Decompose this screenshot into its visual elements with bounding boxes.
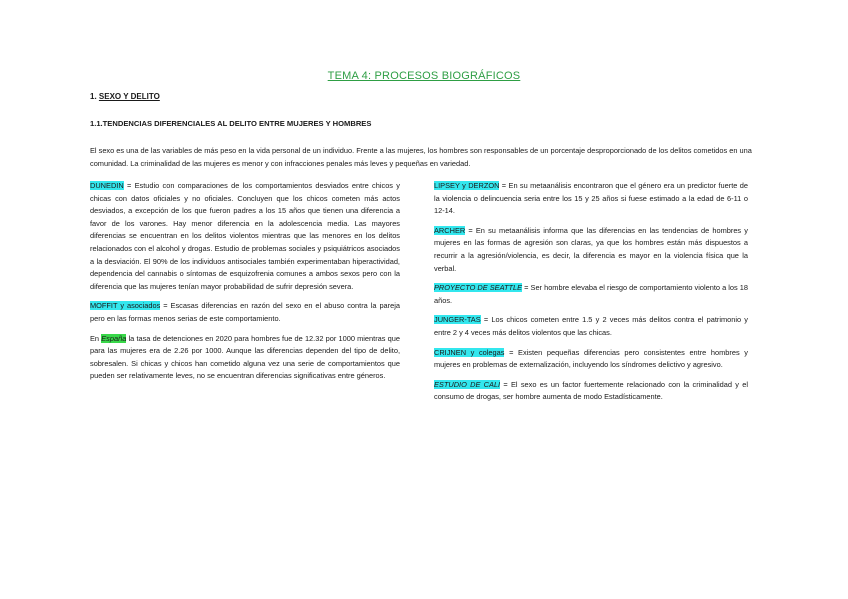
section-number: 1. <box>90 92 99 101</box>
paragraph-seattle <box>434 282 748 307</box>
highlight-moffit: MOFFIT y asociados <box>90 301 161 311</box>
paragraph-text: En <box>90 333 102 343</box>
paragraph-text: = Estudio con comparaciones de los comportamientos desviados entre chicos y chicas con datos oficiales y no oficiales. Concluyen que los chicos cometen más actos desviados, a excepción de los que fueron padres a los 15 años que tienen una diferencia a favor de los varones. Hay menor diferencia en la adolescencia media. Las mayores diferencias se encuentran en los delitos violentos mientras que las menores en los delitos relacionados con el alcohol y drogas. Estudio de problemas sociales y psiquiátricos asociados a la desviación. El 90% de los individuos antisociales también experimentaban hiperactividad, dependencia del cannabis o síntomas de esquizofrenia comunes a ambos sexos pero con la diferencia que las mujeres tenían mayor probabilidad de sufrir depresión severa. <box>90 181 400 291</box>
left-column <box>90 180 400 390</box>
paragraph-junger-tas <box>434 314 748 339</box>
paragraph-text: = En su metaanálisis encontraron que el género era un predictor fuerte de la violencia o delincuencia seria entre los 15 y 25 años si fuese estimado a la edad de 6-11 o 12-14. <box>434 181 748 216</box>
page-title: TEMA 4: PROCESOS BIOGRÁFICOS <box>327 70 521 82</box>
subsection-heading: 1.1.TENDENCIAS DIFERENCIALES AL DELITO ENTRE MUJERES Y HOMBRES <box>90 119 372 128</box>
paragraph-lipsey <box>434 180 748 218</box>
paragraph-text: = En su metaanálisis informa que las diferencias en las tendencias de hombres y mujeres en las formas de agresión son claras, ya que los hombres están más dispuestos a recurrir a la agresión/violencia, es decir, la diferencia es mayor en la violencia física que la verbal. <box>434 225 748 273</box>
section-heading <box>90 92 160 101</box>
section-label: SEXO Y DELITO <box>98 92 160 101</box>
paragraph-moffit <box>90 300 400 325</box>
paragraph-dunedin <box>90 180 400 293</box>
highlight-seattle: PROYECTO DE SEATTLE <box>434 283 523 293</box>
paragraph-text: = Escasas diferencias en razón del sexo en el abuso contra la pareja pero en las formas menos serias de este comportamiento. <box>90 301 400 323</box>
paragraph-text: = Existen pequeñas diferencias pero consistentes entre hombres y mujeres en problemas de externalización, incluyendo los síndromes delictivo y agresivo. <box>434 347 748 370</box>
paragraph-text: = Los chicos cometen entre 1.5 y 2 veces más delitos contra el patrimonio y entre 2 y 4 veces más delitos violentos que las chicas. <box>434 315 748 337</box>
intro-paragraph: El sexo es una de las variables de más peso en la vida personal de un individuo. Frente a las mujeres, los hombres son responsables de un porcentaje desproporcionado de los delitos cometidos en una comunidad. La criminalidad de las mujeres es menor y con infracciones penales más leves y pequeñas en variedad. <box>90 146 752 168</box>
paragraph-text: la tasa de detenciones en 2020 para hombres fue de 12.32 por 1000 mientras que para las mujeres era de 2.26 por 1000. Aunque las diferencias dependen del tipo de delito, sobresalen. Si chicas y chicos han cometido alguna vez una serie de comportamientos que pueden ser relativamente leves, no se encuentran diferencias significativas entre géneros. <box>90 333 400 381</box>
highlight-cali: ESTUDIO DE CALI <box>434 379 501 389</box>
paragraph-crijnen <box>434 347 748 372</box>
highlight-espana: España <box>101 333 127 343</box>
paragraph-text: = Ser hombre elevaba el riesgo de comportamiento violento a los 18 años. <box>434 283 748 305</box>
paragraph-cali <box>434 379 748 404</box>
highlight-crijnen: CRIJNEN y colegas <box>434 347 505 357</box>
right-column <box>434 180 748 411</box>
paragraph-text: = El sexo es un factor fuertemente relacionado con la criminalidad y el consumo de drogas, ser hombre aumenta de modo Estadísticamente. <box>434 379 749 402</box>
paragraph-espana <box>90 333 400 383</box>
highlight-lipsey: LIPSEY y DERZON <box>434 181 500 190</box>
paragraph-archer <box>434 225 748 275</box>
highlight-archer: ARCHER <box>434 225 466 235</box>
highlight-dunedin: DUNEDIN <box>90 181 124 190</box>
highlight-junger-tas: JUNGER-TAS <box>434 315 481 325</box>
